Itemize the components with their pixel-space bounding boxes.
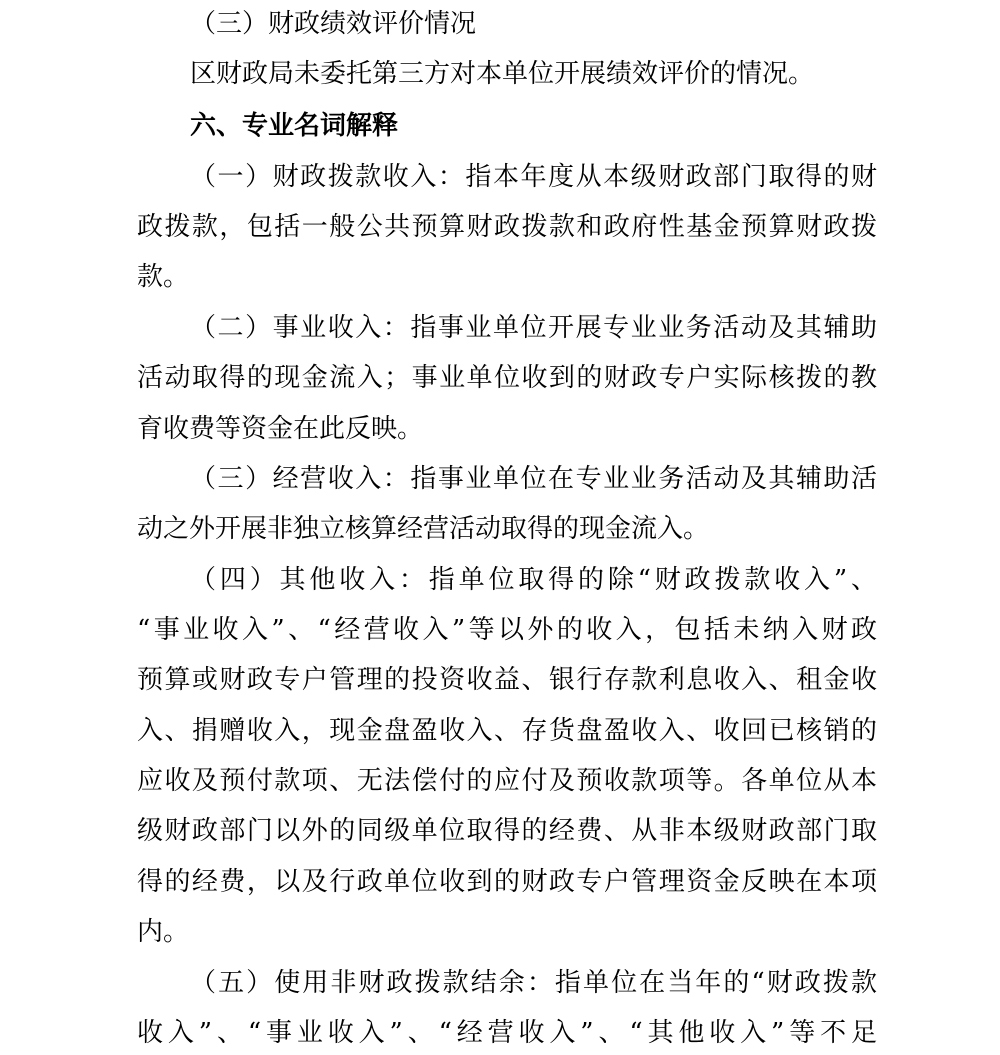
paragraph-line: （四）其他收入：指单位取得的除“财政拨款收入”、 <box>190 565 877 595</box>
paragraph-line: 款。 <box>137 262 190 292</box>
paragraph-line: 动之外开展非独立核算经营活动取得的现金流入。 <box>137 514 710 544</box>
paragraph-line: 政拨款，包括一般公共预算财政拨款和政府性基金预算财政拨 <box>137 212 877 242</box>
paragraph-line: 应收及预付款项、无法偿付的应付及预收款项等。各单位从本 <box>137 766 877 796</box>
paragraph-line: 内。 <box>137 917 190 947</box>
paragraph-line: 区财政局未委托第三方对本单位开展绩效评价的情况。 <box>190 59 815 89</box>
paragraph-line: 预算或财政专户管理的投资收益、银行存款利息收入、租金收 <box>137 665 877 695</box>
paragraph-line: （三）经营收入：指事业单位在专业业务活动及其辅助活 <box>190 464 877 494</box>
paragraph-line: 级财政部门以外的同级单位取得的经费、从非本级财政部门取 <box>137 816 877 846</box>
paragraph-line: （二）事业收入：指事业单位开展专业业务活动及其辅助 <box>190 313 877 343</box>
paragraph-line: （一）财政拨款收入：指本年度从本级财政部门取得的财 <box>190 162 877 192</box>
paragraph-line: 活动取得的现金流入；事业单位收到的财政专户实际核拨的教 <box>137 363 877 393</box>
paragraph-line: 得的经费，以及行政单位收到的财政专户管理资金反映在本项 <box>137 867 877 897</box>
subsection-heading-performance-evaluation: （三）财政绩效评价情况 <box>190 9 477 39</box>
section-heading-glossary: 六、专业名词解释 <box>190 111 399 141</box>
paragraph-line: 育收费等资金在此反映。 <box>137 414 424 444</box>
paragraph-line: （五）使用非财政拨款结余：指单位在当年的“财政拨款 <box>190 968 877 998</box>
paragraph-line: 收入”、“事业收入”、“经营收入”、“其他收入”等不足 <box>137 1018 877 1048</box>
paragraph-line: 入、捐赠收入，现金盘盈收入、存货盘盈收入、收回已核销的 <box>137 716 877 746</box>
paragraph-line: “事业收入”、“经营收入”等以外的收入，包括未纳入财政 <box>137 615 877 645</box>
